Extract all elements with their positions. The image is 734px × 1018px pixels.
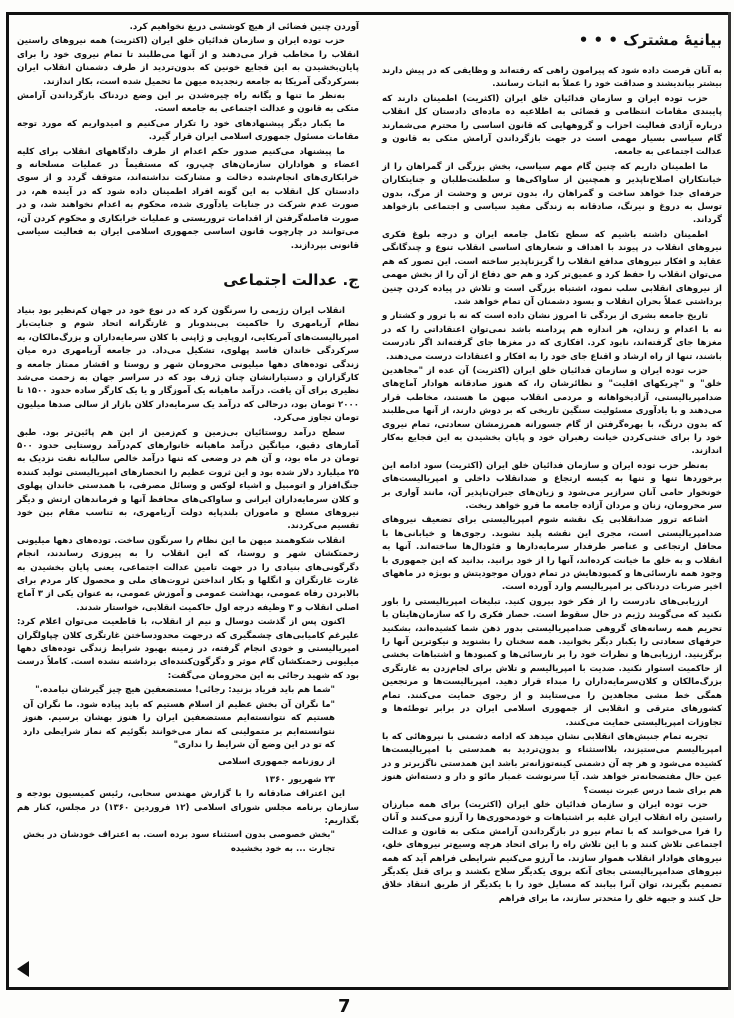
- paragraph: به‌نظر حزب توده ایران و سازمان فدائیان خلق ایران (اکثریت) سود ادامه این برخوردها تنها و تنها به کیسه ارتجاع و ضدانقلاب داخلی و امپریالیست‌های خونخوار حامی آنان سرازیر می‌شود و زیان‌های جبران‌ناپذیر آن، مانند آواری بر سر محرومان، زنان و مردان آزاده جامعه ما فرو خواهد ریخت.: [382, 460, 722, 511]
- left-column: [9, 15, 369, 987]
- source-date: ۲۳ شهریور ۱۳۶۰: [264, 774, 335, 785]
- paragraph: به آنان فرصت داده شود که پیرامون راهی که رفته‌اند و وظایفی که در پیش دارند بیشتر بیاندیشند و صداقت خود را عملاً به اثبات رسانند.: [382, 66, 722, 90]
- paragraph: اکنون پس از گذشت دوسال و نیم از انقلاب، با قاطعیت می‌توان اعلام کرد: علیرغم کامیابی‌های چشمگیری که درجهت محدودساختن غارتگری کلان چپاولگران امپریالیستی و خودی انجام گرفته، در زمینه بهبود شرایط زندگی توده‌های دهها میلیونی زحمتکشان گام موثر و دگرگون‌کننده‌ای برداشته نشده است. کاملاً درست بود که شهید رجائی به این محرومان می‌گفت:: [17, 617, 359, 681]
- paragraph: ما اطمینان داریم که چنین گام مهم سیاسی، بخش بزرگی از گمراهان را از خیانتکاران اصلاح‌ناپذیر و همچنین از ساواکی‌ها و سلطنت‌طلبان و جنایتکاران حرفه‌ای جدا خواهد ساخت و گمراهان را، بدون ترس و وحشت از مرگ، بدون توسل به دروغ و نیرنگ، صادقانه به زندگی مفید سیاسی و اجتماعی بازخواهد گرداند.: [382, 161, 722, 226]
- quote: "شما هم باید فریاد بزنید: رجائی! مستضعفین هیچ چیز گیرشان نیامده.": [35, 685, 335, 696]
- page-frame: [6, 12, 728, 990]
- paragraph: اشاعه ترور ضدانقلابی یک نقشه شوم امپریالیستی برای تضعیف نیروهای ضدامپریالیستی است، مجری این نقشه پلید نشوید. رجوی‌ها و خیابانی‌ها با محافل ارتجاعی و عناصر طرفدار سرمایه‌دارها و فئودال‌ها ساخته‌اند. آنها به انقلاب و به خلق ما خیانت کرده‌اند، آنها را از خود برانید. بدانید که این جمهوری با وجود همه نارسائی‌ها و کمبودهایش در تمام دوران موجودیتش و بویژه در ماههای اخیر ضربات دردناکی بر امپریالیسم وارد آورده است.: [382, 515, 722, 593]
- paragraph: ما پیشنهاد می‌کنیم صدور حکم اعدام از طرف دادگاههای انقلاب برای کلیه اعضاء و هواداران سازمان‌های چپ‌رو، که مستقیماً در عملیات مسلحانه و خرابکاری‌های انجام‌شده دخالت و مشارکت نداشته‌اند، متوقف گردد و از سوی دادستان کل انقلاب به این گونه افراد اطمینان داده شود که در آینده هم، در صورت عدم شرکت در جنایات یادآوری شده، محکوم به اعدام نخواهند شد، و در صورت فاصله‌گرفتن از اقدامات تروریستی و عملیات خرابکاری و محکوم کردن آن، می‌توانند در چارچوب قانون اساسی جمهوری اسلامی ایران به فعالیت سیاسی قانونی بپردازند.: [17, 146, 359, 251]
- joint-statement-heading: بیانیهٔ مشترک • • •: [578, 31, 722, 49]
- paragraph: این اعتراف صادقانه را با گزارش مهندس سحابی، رئیس کمیسیون بودجه و سازمان برنامه مجلس شورای اسلامی (۱۲ فروردین ۱۳۶۰) در مجلس، کنار هم بگذاریم:: [17, 789, 359, 826]
- page-number: 7: [338, 996, 351, 1017]
- final-quote: "بخش خصوصی بدون استثناء سود برده است. به اعتراف خودشان در بخش تجارت ... به خود بخشیده: [23, 830, 335, 854]
- paragraph: حزب توده ایران و سازمان فدائیان خلق ایران (اکثریت) آن عده از "مجاهدین خلق" و "چریکهای اقلیت" و نظائرشان را، که هنوز صادقانه هوادار آماج‌های ضدامپریالیستی، آزادیخواهانه و مردمی انقلاب میهن ما هستند، مخاطب قرار می‌دهند و با یادآوری مسئولیت سنگین تاریخی که بر دوش دارند، از آنها می‌طلبند که بدون درنگ، با بهره‌گرفتن از گام جسورانه همرزمشان سعادتی، تمام نیروی خود را برای خنثی‌کردن خیانت رهبران خود و پایان بخشیدن به این فجایع به‌کار اندازند.: [382, 365, 722, 457]
- arrow-left-continue-icon: [17, 961, 29, 977]
- paragraph: انقلاب ایران رژیمی را سرنگون کرد که در نوع خود در جهان کم‌نظیر بود بنیاد نظام آریامهری را حاکمیت بی‌بندوبار و غارتگرانه اتحاد شوم و جنایت‌بار امپریالیست‌های آمریکایی، اروپایی و ژاپنی با کلان سرمایه‌داران و بزرگ‌مالکان، به سرکردگی خاندان فاسد پهلوی، تشکیل می‌داد. در جامعه آریامهری دره میان زندگی توده‌های دهها میلیونی محرومان شهر و روستا و اقشار ممتاز جامعه و کارگزاران و دستیارانشان چنان ژرف بود که در سراسر جهان به زحمت می‌شد نظیری برای آن یافت. درآمد ماهیانه یک آموزگار و یا یک کارگر ساده حدود ۱۵۰۰ تا ۲۰۰۰ تومان بود، درحالی که درآمد یک سرمایه‌دار کلان بازار از سالی صدها میلیون تومان تجاوز می‌کرد.: [17, 305, 359, 424]
- source-name: از روزنامه جمهوری اسلامی: [218, 757, 335, 768]
- section-heading-social-justice: ج. عدالت اجتماعی: [223, 270, 359, 289]
- paragraph: سطح درآمد روستائیان بی‌زمین و کم‌زمین از این هم پائین‌تر بود. طبق آمارهای دقیق، میانگین درآمد ماهیانه خانوارهای کم‌درآمد روستایی حدود ۵۰۰ تومان در ماه بود، و آن هم در وضعی که تنها درآمد خالص سالیانه نفت نزدیک به ۲۵ میلیارد دلار شده بود و این ثروت عظیم را انحصارهای امپریالیستی تولید کننده جنگ‌افزار و اتومبیل و اشیاء لوکس و وسائل مصرفی، با همدستی خاندان پهلوی و کلان سرمایه‌داران ایرانی و ساواکی‌های محافظ آنها و فرماندهان ارتش و دیگر نیروهای مسلح و ماموران بلندپایه دولت آریامهری، به تناسب مقام بین خود تقسیم می‌کردند.: [17, 427, 359, 532]
- paragraph: حزب توده ایران و سازمان فدائیان خلق ایران (اکثریت) برای همه مبارزان راستین راه انقلاب ایران غلبه بر اشتباهات و خودمحوری‌ها را آرزو می‌کنند و آنان را فرا می‌خوانند که با تمام نیرو در بازگرداندن آرامش متکی به قانون و عدالت اجتماعی تلاش کنند و با این تلاش راه را برای اتحاد هرچه وسیع‌تر نیروهای خلق، نیروهای هوادار انقلاب هموار سازند. ما آرزو می‌کنیم شرایطی فراهم آید که همه نیروهای ضدامپریالیستی بجای آنکه بروی یکدیگر سلاح بکشند و برای قتل یکدیگر تصمیم بگیرند، توان آنرا بیابند که مسایل خود را با یکدیگر از طریق انتقاد خلاق حل کنند و جبهه خلق را متحدتر سازند، ما برای فراهم: [382, 799, 722, 904]
- paragraph: حزب توده ایران و سازمان فدائیان خلق ایران (اکثریت) همه نیروهای راستین انقلاب را مخاطب قرار می‌دهند و از آنها می‌طلبند تا تمام نیروی خود را برای پایان‌بخشیدن به این فجایع خونین که بدون‌تردید از طرف دشمنان انقلاب ایران بسرکردگی آمریکا به جامعه رنجدیده میهن ما تحمیل شده است، بکار اندازند.: [17, 36, 359, 87]
- right-column: [372, 15, 728, 987]
- paragraph: تاریخ جامعه بشری از بردگی تا امروز نشان داده است که نه با ترور و کشتار و نه با اعدام و زندان، هر اندازه هم پردامنه باشد نمی‌توان اعتقاداتی را که در مغزها جای گرفته‌اند، نابود کرد. افکاری که در مغزها جای گرفته‌اند اگر نادرست باشند، تنها از راه ارشاد و اقناع جای خود را به افکار و اعتقادات درست می‌دهند.: [382, 311, 722, 362]
- paragraph: آوردن چنین فضائی از هیچ کوششی دریغ نخواهیم کرد.: [129, 22, 359, 32]
- paragraph: اطمینان داشته باشیم که سطح تکامل جامعه ایران و درجه بلوغ فکری نیروهای انقلاب در پیوند با اهداف و شعارهای اساسی انقلاب تنوع و چندگانگی عقاید و افکار نیروهای مدافع انقلاب را گریزناپذیر ساخته است. این تصور که هم می‌توان انقلاب را حفظ کرد و عمیق‌تر کرد و هم حق دفاع از آن را از بخش مهمی از نیروهای انقلابی سلب نمود، اشتباه بزرگی است و تلاش در پیاده کردن چنین برداشتی عملاً بحران انقلاب و بسود دشمنان آن تمام خواهد شد.: [382, 229, 722, 307]
- paragraph: ما یکبار دیگر پیشنهادهای خود را تکرار می‌کنیم و امیدواریم که مورد توجه مقامات مسئول جمهوری اسلامی ایران قرار گیرد.: [17, 118, 359, 143]
- paragraph: انقلاب شکوهمند میهن ما این نظام را سرنگون ساخت. توده‌های دهها میلیونی زحمتکشان شهر و روستا، که این انقلاب را به پیروزی رساندند، انجام دگرگونی‌های بنیادی را در جهت تامین عدالت اجتماعی، یعنی پایان بخشیدن به غارت غارتگران و انگلها و بکار انداختن ثروت‌های ملی و محصول کار مردم برای بالابردن رفاه عمومی، بهداشت عمومی و آموزش عمومی، به عنوان یکی از ۳ آماج اصلی انقلاب و ۳ وظیفه درجه اول حاکمیت انقلابی، خواستار شدند.: [17, 535, 359, 613]
- paragraph: تجربه تمام جنبش‌های انقلابی نشان میدهد که ادامه دشمنی با نیروهائی که با امپریالیسم می‌ستیزند، بلااستثناء و بدون‌تردید به همدستی با امپریالیست‌ها کشیده می‌شود و هر چه آن دشمنی کینه‌توزانه‌تر باشد این همدستی ناگزیرتر و در عین حال مفتضحانه‌تر خواهد شد. آیا سرنوشت غمبار مائو و دار و دسته‌اش هنوز هم برای شما درس عبرت نیست؟: [382, 731, 722, 796]
- paragraph: ارزیابی‌های نادرست را از فکر خود بیرون کنید. تبلیغات امپریالیستی را باور نکنید که می‌گویند رژیم در حال سقوط است. حصار فکری را که سازمان‌هایتان با تحریم همه رسانه‌های گروهی ضدامپریالیستی بدور ذهن شما کشیده‌اند، بشکنید حرفهای سعادتی را یکبار دیگر بخوانید. همه سخنان را بشنوید و نیکوترین آنها را برگزینید. ارزیابی‌ها و نظرات خود را بر نارسائی‌ها و کمبودها و اشتباهات بخشی از حاکمیت استوار نکنید. ضدیت با امپریالیسم و تلاش برای لجام‌زدن به غارتگری بزرگ‌مالکان و کلان‌سرمایه‌داران را مبداء قرار دهید. امپریالیست‌ها و مرتجعین همگی خط مشی مجاهدین را می‌ستایند و از رجوی حمایت می‌کنند. تمام کشورهای مترقی و انقلابی از جمهوری اسلامی ایران در برابر توطئه‌ها و تجاوزات امپریالیستی حمایت می‌کنند.: [382, 596, 722, 728]
- paragraph: به‌نظر ما تنها و یگانه راه چیره‌شدن بر این وضع دردناک بازگرداندن آرامش متکی به قانون و عدالت اجتماعی به جامعه است.: [17, 91, 359, 115]
- paragraph: حزب توده ایران و سازمان فدائیان خلق ایران (اکثریت) اطمینان دارند که پایبندی مقامات انتظامی و قضائی به اطلاعیه ده ماده‌ای دادستان کل انقلاب درباره آزادی فعالیت احزاب و گروههایی که قانون اساسی را محترم می‌شمارند گام سیاسی بسیار مهمی است در جهت بازگرداندن آرامش متکی به قانون و عدالت اجتماعی به جامعه.: [382, 93, 722, 158]
- quote: "ما نگران آن بخش عظیم از اسلام هستیم که باید پیاده شود. ما نگران آن هستیم که نتوانسته‌ایم مستضعفین ایران را هنوز بهشان برسیم. هنوز نتوانسته‌ایم بر متمولینی که نماز می‌خوانند بگوئیم که نماز شرایطی دارد که تو در این وضع آن شرایط را نداری": [23, 699, 335, 750]
